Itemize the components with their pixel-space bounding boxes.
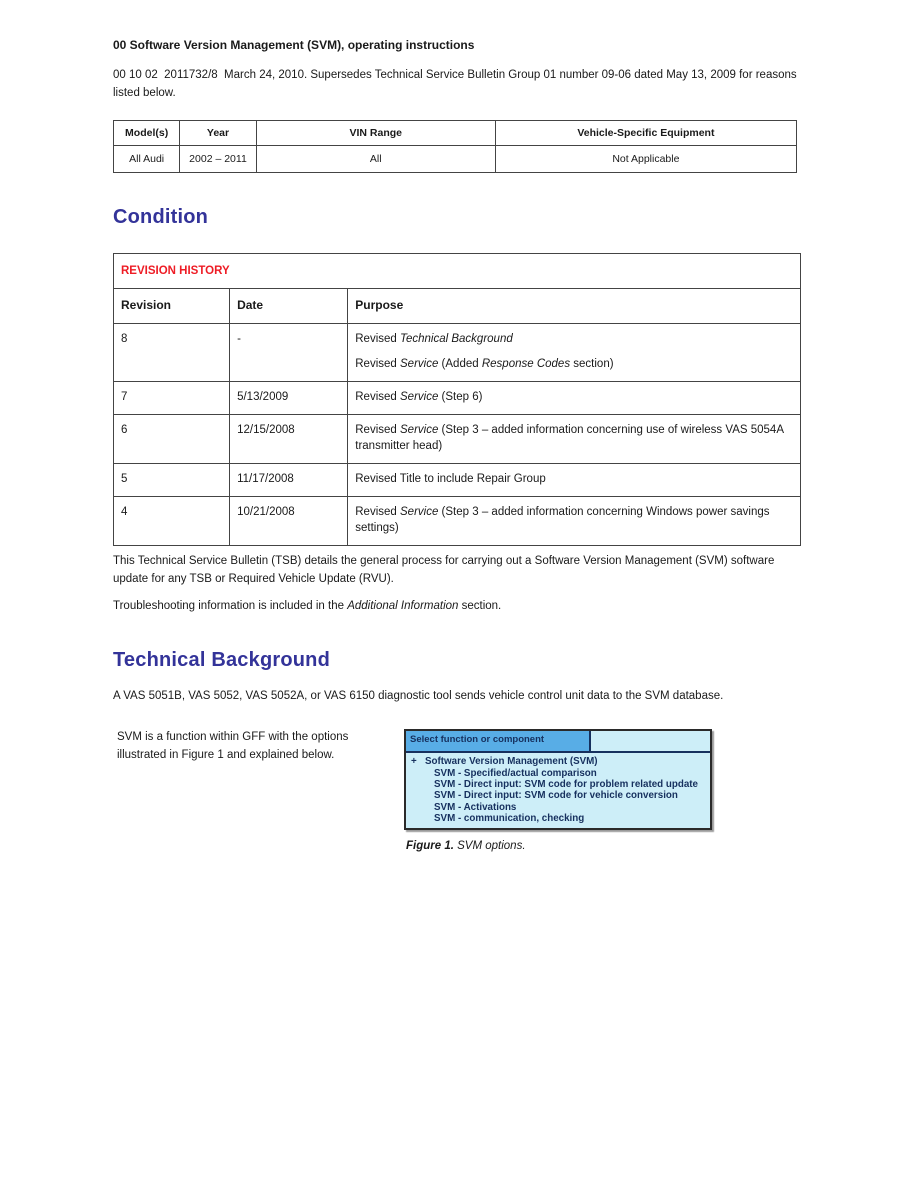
list-item: SVM - Direct input: SVM code for problem related update (434, 778, 698, 790)
cell-date: - (230, 323, 348, 381)
revision-history-table (113, 253, 801, 546)
column-header-revision: Revision (114, 289, 230, 323)
table-row (114, 464, 801, 497)
cell-revision: 7 (114, 382, 230, 415)
cell-revision: 4 (114, 496, 230, 545)
cell-revision: 5 (114, 464, 230, 497)
condition-paragraph: Troubleshooting information is included in the Additional Information section. (113, 599, 502, 612)
column-header-models: Model(s) (114, 120, 180, 145)
figure-header-bar (406, 731, 710, 753)
cell-date: 11/17/2008 (230, 464, 348, 497)
table-header-row (114, 120, 797, 145)
figure-column (404, 729, 712, 854)
column-header-date: Date (230, 289, 348, 323)
column-header-year: Year (180, 120, 256, 145)
list-item: SVM - Direct input: SVM code for vehicle conversion (434, 790, 678, 802)
list-item: SVM - Specified/actual comparison (434, 767, 597, 779)
column-header-equipment: Vehicle-Specific Equipment (495, 120, 796, 145)
cell-revision: 6 (114, 414, 230, 463)
figure-block (113, 729, 802, 854)
intro-paragraph: 00 10 02 2011732/8 March 24, 2010. Supersedes Technical Service Bulletin Group 01 number 09-06 dated May 13, 2009 for reasons listed below. (113, 69, 800, 99)
technical-background-paragraph: A VAS 5051B, VAS 5052, VAS 5052A, or VAS 6150 diagnostic tool sends vehicle control unit data to the SVM database. (113, 689, 724, 702)
table-row (114, 496, 801, 545)
cell-year: 2002 – 2011 (180, 145, 256, 172)
model-applicability-table (113, 120, 797, 173)
list-item: SVM - communication, checking (434, 812, 585, 824)
document-title: 00 Software Version Management (SVM), operating instructions (113, 38, 475, 52)
figure-intro-paragraph: SVM is a function within GFF with the options illustrated in Figure 1 and explained below. (117, 731, 349, 762)
table-header-row (114, 289, 801, 323)
table-row (114, 382, 801, 415)
cell-date: 10/21/2008 (230, 496, 348, 545)
cell-date: 12/15/2008 (230, 414, 348, 463)
cell-purpose: Revised Technical Background Revised Service (Added Response Codes section) (348, 323, 801, 381)
section-heading-condition: Condition (113, 205, 209, 228)
condition-paragraph: This Technical Service Bulletin (TSB) details the general process for carrying out a Software Version Management (SVM) software update for any TSB or Required Vehicle Update (RVU). (113, 555, 775, 585)
figure-svm-options-screenshot (404, 729, 712, 830)
list-item: SVM - Activations (434, 801, 517, 813)
column-header-purpose: Purpose (348, 289, 801, 323)
cell-purpose: Revised Service (Step 6) (348, 382, 801, 415)
revision-history-title: REVISION HISTORY (114, 253, 801, 289)
expand-plus-icon: + (411, 756, 417, 768)
figure-header-tab: Select function or component (406, 731, 591, 751)
column-header-vin-range: VIN Range (256, 120, 495, 145)
cell-purpose: Revised Title to include Repair Group (348, 464, 801, 497)
revision-title-row (114, 253, 801, 289)
table-row (114, 414, 801, 463)
cell-vin-range: All (256, 145, 495, 172)
cell-models: All Audi (114, 145, 180, 172)
table-row (114, 145, 797, 172)
list-item-svm-root (406, 756, 710, 767)
figure-option-list (406, 753, 710, 828)
list-item-label: Software Version Management (SVM) (425, 756, 598, 768)
cell-purpose: Revised Service (Step 3 – added information concerning Windows power savings settings) (348, 496, 801, 545)
section-heading-technical-background: Technical Background (113, 648, 331, 671)
table-row (114, 323, 801, 381)
cell-date: 5/13/2009 (230, 382, 348, 415)
cell-purpose: Revised Service (Step 3 – added information concerning use of wireless VAS 5054A transmitter head) (348, 414, 801, 463)
figure-caption: Figure 1. SVM options. (406, 840, 526, 853)
cell-equipment: Not Applicable (495, 145, 796, 172)
cell-revision: 8 (114, 323, 230, 381)
